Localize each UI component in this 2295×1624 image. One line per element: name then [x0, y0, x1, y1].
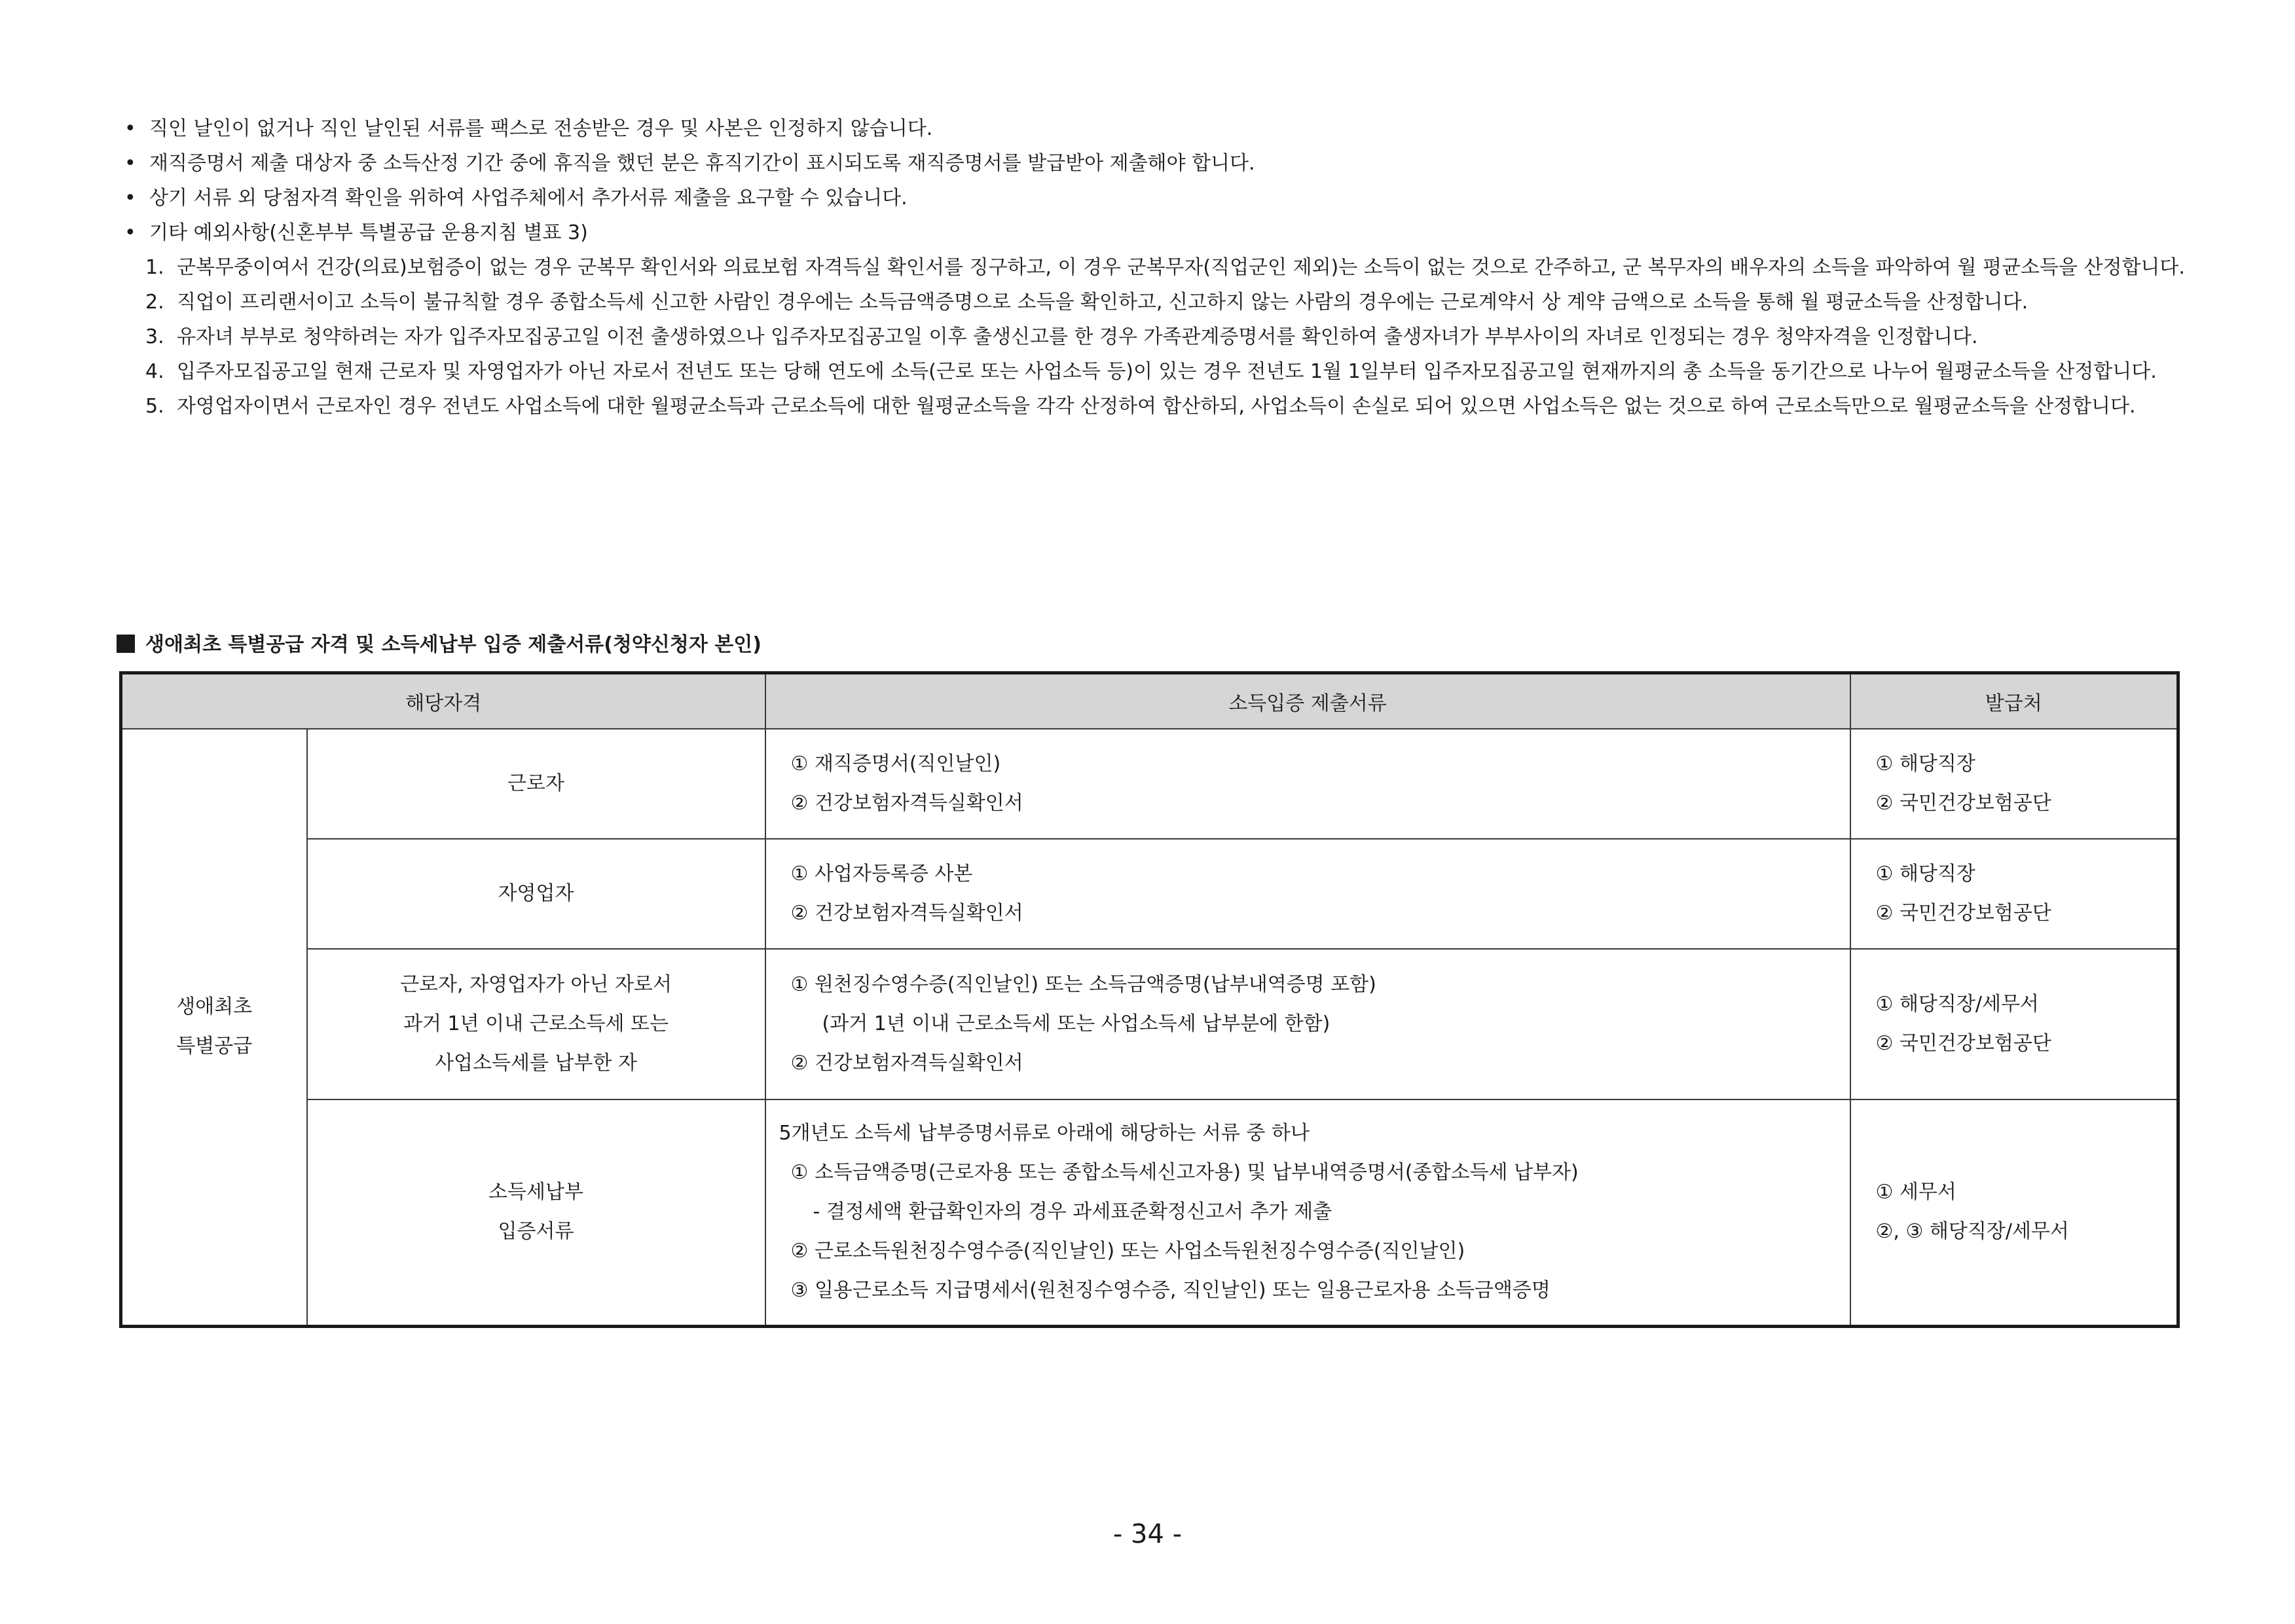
issuer-cell: ① 해당직장 ② 국민건강보험공단: [1850, 839, 2178, 949]
documents-cell: ① 원천징수영수증(직인날인) 또는 소득금액증명(납부내역증명 포함) (과거 1년 이내 근로소득세 또는 사업소득세 납부분에 한함) ② 건강보험자격득실확인서: [765, 949, 1850, 1099]
group-cell: 생애최초 특별공급: [121, 729, 307, 1326]
issuer-cell: ① 세무서 ②, ③ 해당직장/세무서: [1850, 1099, 2178, 1326]
table-row: [121, 949, 2178, 1099]
section-title: 생애최초 특별공급 자격 및 소득세납부 입증 제출서류(청약신청자 본인): [117, 627, 762, 663]
qualification-cell: 근로자, 자영업자가 아닌 자로서 과거 1년 이내 근로소득세 또는 사업소득세를 납부한 자: [307, 949, 765, 1099]
header-documents: 소득입증 제출서류: [765, 673, 1850, 729]
documents-cell: ① 사업자등록증 사본 ② 건강보험자격득실확인서: [765, 839, 1850, 949]
note-bullet: • 직인 날인이 없거나 직인 날인된 서류를 팩스로 전송받은 경우 및 사본은 인정하지 않습니다.: [124, 111, 2187, 146]
note-bullet: • 재직증명서 제출 대상자 중 소득산정 기간 중에 휴직을 했던 분은 휴직기간이 표시되도록 재직증명서를 발급받아 제출해야 합니다.: [124, 146, 2187, 181]
notes-section: [124, 111, 2187, 424]
exception-item: 1. 군복무중이여서 건강(의료)보험증이 없는 경우 군복무 확인서와 의료보험 자격득실 확인서를 징구하고, 이 경우 군복무자(직업군인 제외)는 소득이 없는 것으로 간주하고, 군 복무자의 배우자의 소득을 파악하여 월 평균소득을 산정합니다.: [145, 256, 2185, 279]
header-issuer: 발급처: [1850, 673, 2178, 729]
qualification-cell: 소득세납부 입증서류: [307, 1099, 765, 1326]
qualification-cell: 근로자: [307, 729, 765, 839]
issuer-cell: ① 해당직장 ② 국민건강보험공단: [1850, 729, 2178, 839]
exception-item: 4. 입주자모집공고일 현재 근로자 및 자영업자가 아닌 자로서 전년도 또는 당해 연도에 소득(근로 또는 사업소득 등)이 있는 경우 전년도 1월 1일부터 입주자모집공고일 현재까지의 총 소득을 동기간으로 나누어 월평균소득을 산정합니다.: [145, 360, 2157, 383]
table-row: [121, 1099, 2178, 1326]
documents-cell: 5개년도 소득세 납부증명서류로 아래에 해당하는 서류 중 하나 ① 소득금액증명(근로자용 또는 종합소득세신고자용) 및 납부내역증명서(종합소득세 납부자) - 결정세액 환급확인자의 경우 과세표준확정신고서 추가 제출 ② 근로소득원천징수영수증(직인날인) 또는 사업소득원천징수영수증(직인날인) ③ 일용근로소득 지급명세서(원천징수영수증, 직인날인) 또는 일용근로자용 소득금액증명: [765, 1099, 1850, 1326]
table-header-row: [121, 673, 2178, 729]
note-bullet: • 상기 서류 외 당첨자격 확인을 위하여 사업주체에서 추가서류 제출을 요구할 수 있습니다.: [124, 181, 2187, 215]
documents-table: [119, 671, 2180, 1328]
exception-item: 3. 유자녀 부부로 청약하려는 자가 입주자모집공고일 이전 출생하였으나 입주자모집공고일 이후 출생신고를 한 경우 가족관계증명서를 확인하여 출생자녀가 부부사이의 자녀로 인정되는 경우 청약자격을 인정합니다.: [145, 325, 1978, 348]
exceptions-list: [124, 250, 2187, 424]
page-number: - 34 -: [1112, 1519, 1183, 1549]
issuer-cell: ① 해당직장/세무서 ② 국민건강보험공단: [1850, 949, 2178, 1099]
documents-cell: ① 재직증명서(직인날인) ② 건강보험자격득실확인서: [765, 729, 1850, 839]
note-bullet: • 기타 예외사항(신혼부부 특별공급 운용지침 별표 3): [124, 215, 2187, 250]
header-qualification: 해당자격: [121, 673, 765, 729]
table-row: [121, 729, 2178, 839]
qualification-cell: 자영업자: [307, 839, 765, 949]
exception-item: 5. 자영업자이면서 근로자인 경우 전년도 사업소득에 대한 월평균소득과 근로소득에 대한 월평균소득을 각각 산정하여 합산하되, 사업소득이 손실로 되어 있으면 사업소득은 없는 것으로 하여 근로소득만으로 월평균소득을 산정합니다.: [145, 395, 2136, 418]
table-row: [121, 839, 2178, 949]
square-bullet-icon: [117, 635, 135, 653]
exception-item: 2. 직업이 프리랜서이고 소득이 불규칙할 경우 종합소득세 신고한 사람인 경우에는 소득금액증명으로 소득을 확인하고, 신고하지 않는 사람의 경우에는 근로계약서 상 계약 금액으로 소득을 통해 월 평균소득을 산정합니다.: [145, 291, 2029, 314]
